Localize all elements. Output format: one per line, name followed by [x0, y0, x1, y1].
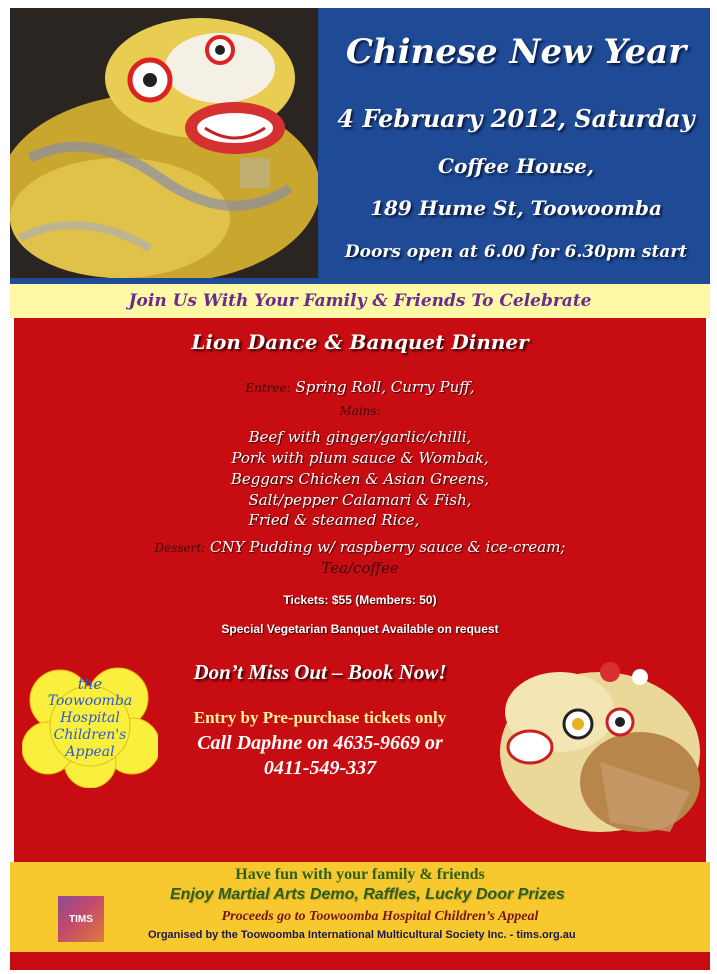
entree-line — [14, 378, 706, 396]
lion-dance-head-image-small — [490, 652, 708, 842]
logo-text-toowoomba: Toowoomba — [47, 693, 133, 709]
venue-name: Coffee House, — [438, 154, 594, 178]
hospital-appeal-logo — [22, 664, 158, 788]
menu-heading: Lion Dance & Banquet Dinner — [191, 330, 529, 354]
invite-text: Join Us With Your Family & Friends To Celebrate — [128, 291, 592, 311]
logo-text-the: the — [77, 675, 103, 693]
footer-strip — [10, 952, 710, 970]
mains-item: Salt/pepper Calamari & Fish, — [248, 491, 472, 509]
organiser-line: Organised by the Toowoomba International Multicultural Society Inc. - tims.org.au — [148, 929, 576, 941]
event-title: Chinese New Year — [345, 32, 687, 72]
mains-item: Pork with plum sauce & Wombak, — [231, 449, 489, 467]
logo-text-appeal: Appeal — [65, 744, 115, 760]
fun-line: Have fun with your family & friends — [235, 866, 485, 883]
dessert-extra: Tea/coffee — [321, 559, 399, 577]
mains-item: Beggars Chicken & Asian Greens, — [230, 470, 490, 488]
venue-address: 189 Hume St, Toowoomba — [370, 196, 662, 220]
entry-note: Entry by Pre-purchase tickets only — [193, 708, 447, 727]
call-line-1: Call Daphne on 4635-9669 or — [197, 732, 443, 754]
logo-text-childrens: Children's — [53, 727, 127, 743]
logo-text-hospital: Hospital — [60, 710, 120, 726]
book-now-headline: Don’t Miss Out – Book Now! — [193, 660, 447, 684]
tims-logo: TIMS — [58, 896, 104, 942]
entree-items: Spring Roll, Curry Puff, — [295, 378, 475, 396]
dessert-label: Dessert: — [154, 541, 206, 555]
activities-line: Enjoy Martial Arts Demo, Raffles, Lucky Door Prizes — [170, 886, 565, 903]
mains-label: Mains: — [339, 404, 381, 418]
tickets-price: Tickets: $55 (Members: 50) — [283, 593, 437, 607]
proceeds-line: Proceeds go to Toowoomba Hospital Children’s Appeal — [221, 909, 539, 924]
dessert-items: CNY Pudding w/ raspberry sauce & ice-cream; — [210, 538, 566, 556]
call-line-2: 0411-549-337 — [263, 757, 377, 779]
lion-dance-head-image — [10, 8, 318, 278]
mains-item: Fried & steamed Rice, — [248, 511, 420, 529]
entree-label: Entree: — [245, 381, 291, 395]
mains-item: Beef with ginger/garlic/chilli, — [248, 428, 472, 446]
event-date: 4 February 2012, Saturday — [337, 104, 695, 133]
vegetarian-note: Special Vegetarian Banquet Available on request — [221, 622, 499, 636]
dessert-line — [14, 538, 706, 556]
doors-open-time: Doors open at 6.00 for 6.30pm start — [344, 242, 688, 262]
